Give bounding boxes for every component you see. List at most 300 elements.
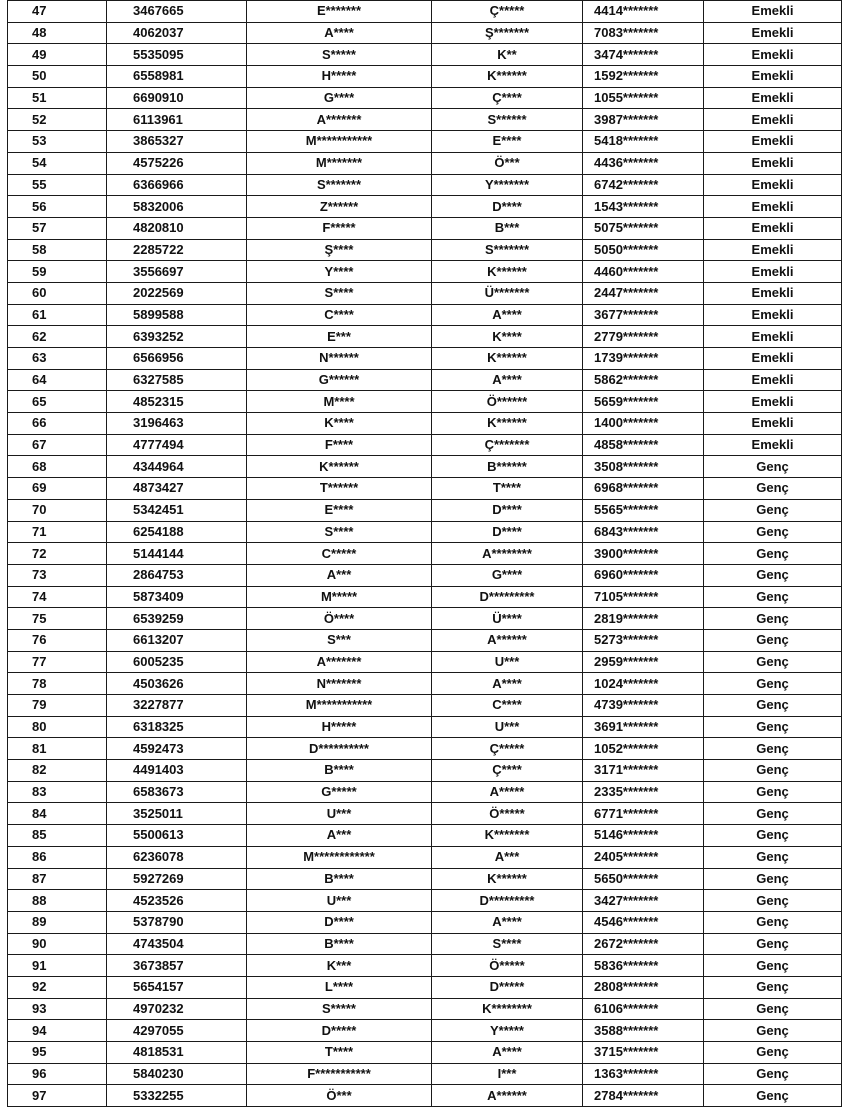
category-cell: Emekli [704,174,842,196]
name-cell: C***** [247,543,432,565]
phone-cell: 1024******* [583,673,704,695]
table-row [8,152,842,174]
phone-cell: 4436******* [583,152,704,174]
row-number-cell: 47 [8,1,107,23]
table-row [8,456,842,478]
category-cell: Genç [704,738,842,760]
row-number-cell: 67 [8,434,107,456]
surname-cell: I*** [432,1063,583,1085]
record-id-cell: 5873409 [107,586,247,608]
record-id-cell: 5332255 [107,1085,247,1107]
phone-cell: 7083******* [583,22,704,44]
name-cell: H***** [247,716,432,738]
phone-cell: 5836******* [583,955,704,977]
category-cell: Emekli [704,348,842,370]
phone-cell: 1400******* [583,413,704,435]
category-cell: Genç [704,456,842,478]
row-number-cell: 76 [8,629,107,651]
record-id-cell: 5832006 [107,196,247,218]
record-id-cell: 4503626 [107,673,247,695]
phone-cell: 6843******* [583,521,704,543]
name-cell: A*** [247,825,432,847]
category-cell: Genç [704,998,842,1020]
table-row [8,760,842,782]
phone-cell: 2808******* [583,976,704,998]
surname-cell: Ö***** [432,955,583,977]
name-cell: F***** [247,217,432,239]
name-cell: M*********** [247,131,432,153]
record-id-cell: 5840230 [107,1063,247,1085]
record-id-cell: 6236078 [107,846,247,868]
row-number-cell: 70 [8,499,107,521]
category-cell: Genç [704,543,842,565]
category-cell: Genç [704,1020,842,1042]
phone-cell: 3588******* [583,1020,704,1042]
table-row [8,911,842,933]
name-cell: E*** [247,326,432,348]
phone-cell: 2405******* [583,846,704,868]
phone-cell: 6106******* [583,998,704,1020]
category-cell: Genç [704,890,842,912]
category-cell: Emekli [704,66,842,88]
surname-cell: D**** [432,499,583,521]
record-id-cell: 4575226 [107,152,247,174]
row-number-cell: 58 [8,239,107,261]
category-cell: Genç [704,955,842,977]
record-id-cell: 6113961 [107,109,247,131]
table-row [8,890,842,912]
category-cell: Genç [704,673,842,695]
row-number-cell: 94 [8,1020,107,1042]
table-row [8,1085,842,1107]
category-cell: Genç [704,1042,842,1064]
surname-cell: K****** [432,413,583,435]
name-cell: Ş**** [247,239,432,261]
category-cell: Genç [704,499,842,521]
table-row [8,1020,842,1042]
record-id-cell: 6393252 [107,326,247,348]
table-row [8,695,842,717]
row-number-cell: 69 [8,478,107,500]
name-cell: T****** [247,478,432,500]
name-cell: M************ [247,846,432,868]
name-cell: K**** [247,413,432,435]
record-id-cell: 4592473 [107,738,247,760]
name-cell: N****** [247,348,432,370]
surname-cell: Ş******* [432,22,583,44]
name-cell: B**** [247,760,432,782]
row-number-cell: 88 [8,890,107,912]
table-row [8,586,842,608]
phone-cell: 7105******* [583,586,704,608]
surname-cell: A******** [432,543,583,565]
record-id-cell: 6583673 [107,781,247,803]
table-row [8,413,842,435]
surname-cell: Y******* [432,174,583,196]
phone-cell: 2784******* [583,1085,704,1107]
row-number-cell: 95 [8,1042,107,1064]
table-row [8,369,842,391]
phone-cell: 2819******* [583,608,704,630]
phone-cell: 6960******* [583,564,704,586]
category-cell: Genç [704,976,842,998]
record-id-cell: 6318325 [107,716,247,738]
table-row [8,22,842,44]
table-row [8,738,842,760]
name-cell: Z****** [247,196,432,218]
record-id-cell: 3673857 [107,955,247,977]
record-id-cell: 4777494 [107,434,247,456]
table-row [8,478,842,500]
table-row [8,1063,842,1085]
record-id-cell: 3865327 [107,131,247,153]
record-id-cell: 5535095 [107,44,247,66]
name-cell: K****** [247,456,432,478]
name-cell: G***** [247,781,432,803]
table-row [8,543,842,565]
name-cell: G**** [247,87,432,109]
row-number-cell: 79 [8,695,107,717]
records-table-body [8,1,842,1107]
surname-cell: S****** [432,109,583,131]
table-row [8,629,842,651]
category-cell: Emekli [704,434,842,456]
surname-cell: A****** [432,1085,583,1107]
phone-cell: 3677******* [583,304,704,326]
record-id-cell: 5500613 [107,825,247,847]
category-cell: Genç [704,521,842,543]
phone-cell: 4739******* [583,695,704,717]
row-number-cell: 74 [8,586,107,608]
record-id-cell: 6613207 [107,629,247,651]
name-cell: E******* [247,1,432,23]
record-id-cell: 2864753 [107,564,247,586]
record-id-cell: 5654157 [107,976,247,998]
category-cell: Emekli [704,109,842,131]
record-id-cell: 2285722 [107,239,247,261]
category-cell: Emekli [704,239,842,261]
phone-cell: 4858******* [583,434,704,456]
phone-cell: 5862******* [583,369,704,391]
phone-cell: 5075******* [583,217,704,239]
phone-cell: 5565******* [583,499,704,521]
record-id-cell: 3525011 [107,803,247,825]
category-cell: Genç [704,911,842,933]
row-number-cell: 84 [8,803,107,825]
record-id-cell: 5378790 [107,911,247,933]
phone-cell: 1363******* [583,1063,704,1085]
name-cell: U*** [247,803,432,825]
surname-cell: A****** [432,629,583,651]
record-id-cell: 3467665 [107,1,247,23]
phone-cell: 3508******* [583,456,704,478]
row-number-cell: 89 [8,911,107,933]
phone-cell: 5650******* [583,868,704,890]
table-row [8,44,842,66]
category-cell: Emekli [704,413,842,435]
phone-cell: 3691******* [583,716,704,738]
category-cell: Emekli [704,152,842,174]
row-number-cell: 60 [8,282,107,304]
surname-cell: D********* [432,890,583,912]
surname-cell: U*** [432,651,583,673]
phone-cell: 1592******* [583,66,704,88]
row-number-cell: 92 [8,976,107,998]
name-cell: G****** [247,369,432,391]
row-number-cell: 55 [8,174,107,196]
row-number-cell: 87 [8,868,107,890]
table-row [8,803,842,825]
category-cell: Emekli [704,261,842,283]
surname-cell: A***** [432,781,583,803]
name-cell: H***** [247,66,432,88]
row-number-cell: 96 [8,1063,107,1085]
record-id-cell: 4062037 [107,22,247,44]
category-cell: Genç [704,846,842,868]
category-cell: Genç [704,564,842,586]
row-number-cell: 68 [8,456,107,478]
row-number-cell: 61 [8,304,107,326]
row-number-cell: 78 [8,673,107,695]
phone-cell: 2779******* [583,326,704,348]
table-row [8,651,842,673]
name-cell: L**** [247,976,432,998]
row-number-cell: 66 [8,413,107,435]
phone-cell: 1055******* [583,87,704,109]
row-number-cell: 54 [8,152,107,174]
category-cell: Genç [704,1063,842,1085]
surname-cell: A**** [432,1042,583,1064]
records-table [7,0,842,1107]
name-cell: F*********** [247,1063,432,1085]
surname-cell: U*** [432,716,583,738]
phone-cell: 3900******* [583,543,704,565]
surname-cell: T**** [432,478,583,500]
name-cell: T**** [247,1042,432,1064]
phone-cell: 5659******* [583,391,704,413]
surname-cell: K****** [432,261,583,283]
name-cell: S******* [247,174,432,196]
table-row [8,261,842,283]
phone-cell: 5418******* [583,131,704,153]
table-row [8,304,842,326]
table-row [8,998,842,1020]
surname-cell: Y***** [432,1020,583,1042]
surname-cell: K**** [432,326,583,348]
surname-cell: A**** [432,369,583,391]
table-row [8,868,842,890]
surname-cell: E**** [432,131,583,153]
table-row [8,174,842,196]
surname-cell: Ç******* [432,434,583,456]
surname-cell: K****** [432,868,583,890]
row-number-cell: 82 [8,760,107,782]
row-number-cell: 52 [8,109,107,131]
record-id-cell: 6327585 [107,369,247,391]
table-row [8,391,842,413]
surname-cell: B*** [432,217,583,239]
name-cell: M******* [247,152,432,174]
row-number-cell: 75 [8,608,107,630]
name-cell: D***** [247,1020,432,1042]
category-cell: Genç [704,781,842,803]
record-id-cell: 4297055 [107,1020,247,1042]
name-cell: S***** [247,998,432,1020]
record-id-cell: 6005235 [107,651,247,673]
record-id-cell: 6690910 [107,87,247,109]
name-cell: M**** [247,391,432,413]
name-cell: Y**** [247,261,432,283]
table-row [8,825,842,847]
category-cell: Emekli [704,217,842,239]
row-number-cell: 49 [8,44,107,66]
table-row [8,933,842,955]
row-number-cell: 64 [8,369,107,391]
category-cell: Emekli [704,1,842,23]
row-number-cell: 53 [8,131,107,153]
surname-cell: D**** [432,196,583,218]
category-cell: Genç [704,586,842,608]
table-row [8,608,842,630]
surname-cell: K** [432,44,583,66]
table-row [8,499,842,521]
row-number-cell: 56 [8,196,107,218]
surname-cell: S******* [432,239,583,261]
row-number-cell: 80 [8,716,107,738]
table-row [8,87,842,109]
record-id-cell: 4852315 [107,391,247,413]
table-row [8,326,842,348]
category-cell: Genç [704,803,842,825]
surname-cell: Ö***** [432,803,583,825]
phone-cell: 5146******* [583,825,704,847]
name-cell: D**** [247,911,432,933]
table-row [8,66,842,88]
record-id-cell: 4491403 [107,760,247,782]
record-id-cell: 4970232 [107,998,247,1020]
row-number-cell: 90 [8,933,107,955]
record-id-cell: 5144144 [107,543,247,565]
table-row [8,196,842,218]
name-cell: S**** [247,282,432,304]
phone-cell: 3987******* [583,109,704,131]
table-row [8,348,842,370]
phone-cell: 1052******* [583,738,704,760]
phone-cell: 3474******* [583,44,704,66]
name-cell: F**** [247,434,432,456]
row-number-cell: 65 [8,391,107,413]
phone-cell: 4460******* [583,261,704,283]
category-cell: Genç [704,760,842,782]
table-row [8,282,842,304]
surname-cell: Ç**** [432,760,583,782]
phone-cell: 4414******* [583,1,704,23]
category-cell: Genç [704,933,842,955]
table-row [8,521,842,543]
row-number-cell: 57 [8,217,107,239]
surname-cell: A**** [432,304,583,326]
category-cell: Genç [704,629,842,651]
name-cell: Ö**** [247,608,432,630]
surname-cell: Ç***** [432,1,583,23]
name-cell: M***** [247,586,432,608]
surname-cell: A**** [432,911,583,933]
name-cell: A******* [247,651,432,673]
row-number-cell: 91 [8,955,107,977]
phone-cell: 2672******* [583,933,704,955]
record-id-cell: 4873427 [107,478,247,500]
table-row [8,673,842,695]
table-row [8,781,842,803]
table-row [8,434,842,456]
surname-cell: A**** [432,673,583,695]
name-cell: A******* [247,109,432,131]
row-number-cell: 77 [8,651,107,673]
phone-cell: 5050******* [583,239,704,261]
row-number-cell: 50 [8,66,107,88]
phone-cell: 5273******* [583,629,704,651]
surname-cell: Ü**** [432,608,583,630]
phone-cell: 6742******* [583,174,704,196]
name-cell: K*** [247,955,432,977]
record-id-cell: 5342451 [107,499,247,521]
phone-cell: 3715******* [583,1042,704,1064]
table-row [8,217,842,239]
surname-cell: K****** [432,66,583,88]
name-cell: C**** [247,304,432,326]
table-row [8,1,842,23]
table-row [8,976,842,998]
name-cell: B**** [247,868,432,890]
row-number-cell: 93 [8,998,107,1020]
surname-cell: S**** [432,933,583,955]
category-cell: Emekli [704,196,842,218]
name-cell: U*** [247,890,432,912]
category-cell: Emekli [704,282,842,304]
surname-cell: K******** [432,998,583,1020]
category-cell: Emekli [704,391,842,413]
category-cell: Emekli [704,44,842,66]
name-cell: S***** [247,44,432,66]
name-cell: Ö*** [247,1085,432,1107]
row-number-cell: 71 [8,521,107,543]
table-row [8,955,842,977]
record-id-cell: 4743504 [107,933,247,955]
name-cell: N******* [247,673,432,695]
surname-cell: Ç***** [432,738,583,760]
phone-cell: 2447******* [583,282,704,304]
surname-cell: K****** [432,348,583,370]
record-id-cell: 4820810 [107,217,247,239]
category-cell: Genç [704,695,842,717]
record-id-cell: 2022569 [107,282,247,304]
record-id-cell: 3227877 [107,695,247,717]
record-id-cell: 3556697 [107,261,247,283]
name-cell: A*** [247,564,432,586]
phone-cell: 2959******* [583,651,704,673]
name-cell: A**** [247,22,432,44]
row-number-cell: 63 [8,348,107,370]
record-id-cell: 3196463 [107,413,247,435]
surname-cell: D**** [432,521,583,543]
category-cell: Emekli [704,131,842,153]
name-cell: E**** [247,499,432,521]
name-cell: S*** [247,629,432,651]
phone-cell: 6771******* [583,803,704,825]
category-cell: Emekli [704,22,842,44]
category-cell: Emekli [704,326,842,348]
name-cell: B**** [247,933,432,955]
